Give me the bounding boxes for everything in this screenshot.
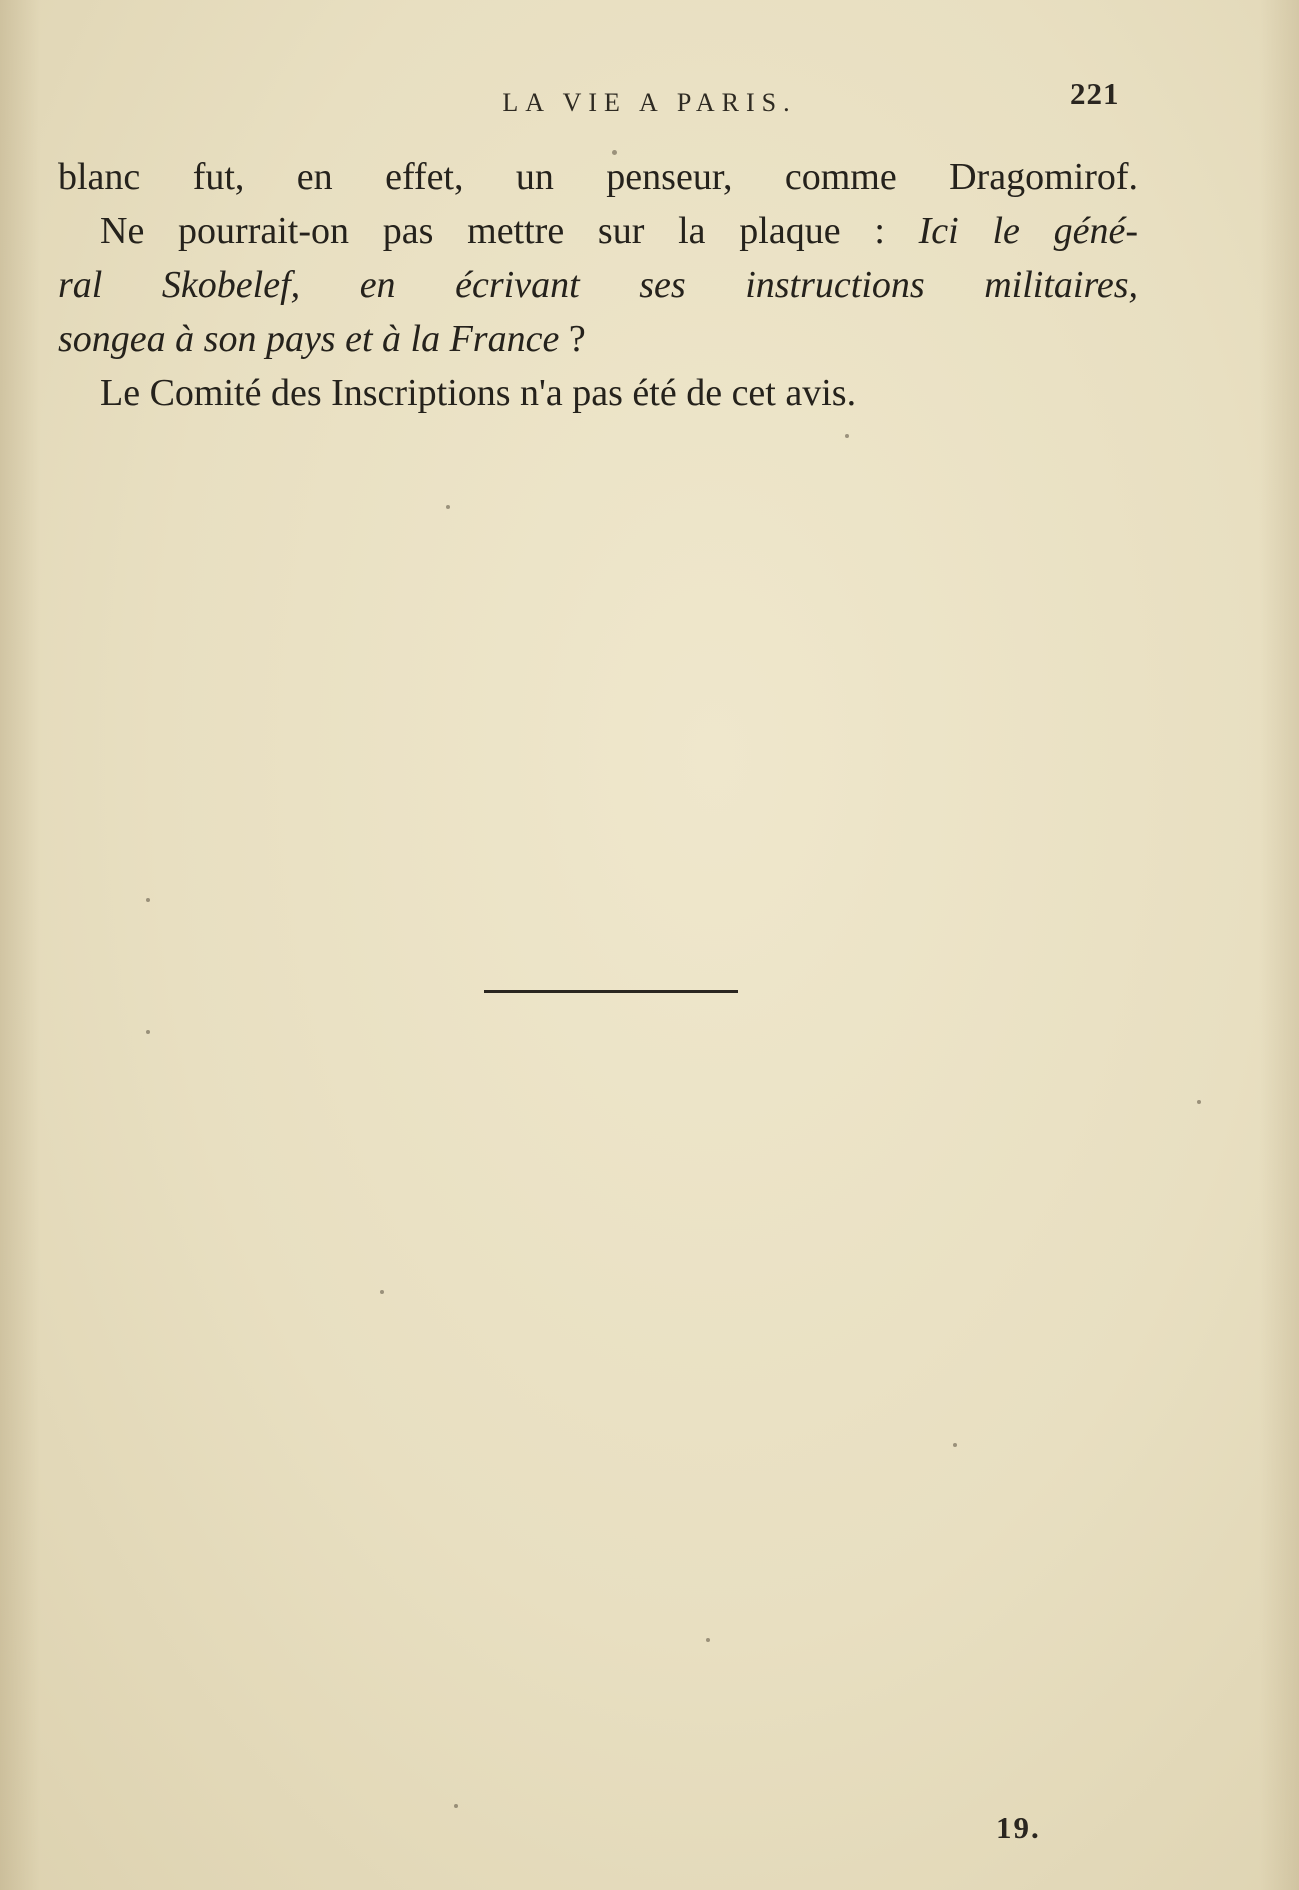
text-line-4 xyxy=(58,312,1138,366)
paper-speck xyxy=(454,1804,458,1808)
paper-speck xyxy=(706,1638,710,1642)
signature-mark: 19. xyxy=(996,1810,1041,1845)
paper-speck xyxy=(446,505,450,509)
text-line-4-italic: songea à son pays et à la France xyxy=(58,318,560,360)
text-line-2-roman: Ne pourrait-on pas mettre sur la plaque : xyxy=(100,210,919,252)
text-line-1: blanc fut, en effet, un penseur, comme Dragomirof. xyxy=(58,156,1138,198)
paper-speck xyxy=(380,1290,384,1294)
right-page-edge xyxy=(1259,0,1299,1890)
paper-speck xyxy=(1197,1100,1201,1104)
running-title: LA VIE A PARIS. xyxy=(502,88,797,117)
paper-speck xyxy=(146,898,150,902)
paper-speck xyxy=(953,1443,957,1447)
paper-speck xyxy=(845,434,849,438)
section-end-rule xyxy=(484,990,738,993)
paper-speck xyxy=(612,150,617,155)
text-line-2 xyxy=(58,204,1138,258)
text-line-3: ral Skobelef, en écrivant ses instructions militaires, xyxy=(58,264,1138,306)
body-text xyxy=(58,150,1138,420)
left-page-edge xyxy=(0,0,40,1890)
page-number: 221 xyxy=(1070,76,1120,111)
paper-speck xyxy=(146,1030,150,1034)
text-line-5: Le Comité des Inscriptions n'a pas été de cet avis. xyxy=(100,372,857,414)
text-line-2-italic: Ici le géné- xyxy=(918,210,1138,252)
text-line-4-roman: ? xyxy=(559,318,586,360)
